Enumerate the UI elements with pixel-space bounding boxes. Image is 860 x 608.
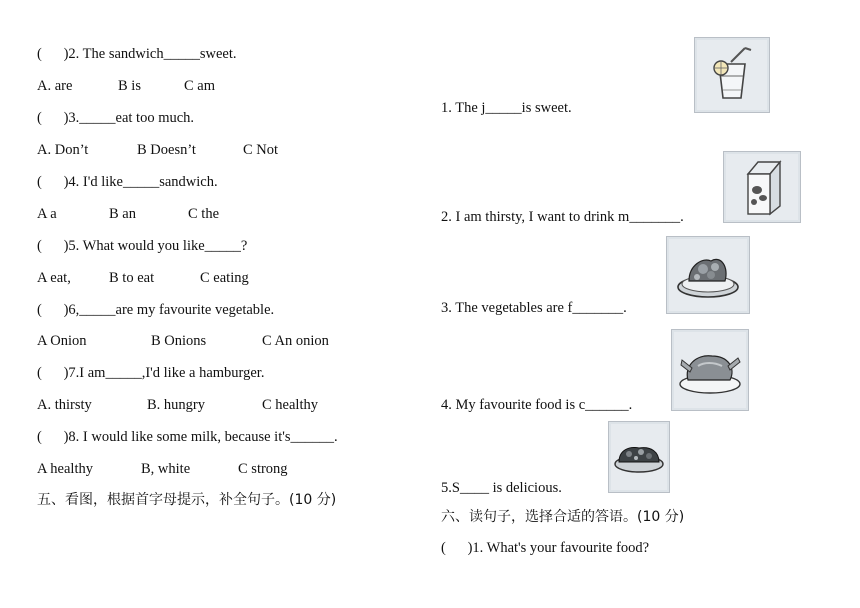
q3-option-b: B Doesn’t (137, 142, 196, 158)
question-2: ( )2. The sandwich_____sweet. (37, 46, 237, 62)
q7-option-b: B. hungry (147, 397, 205, 413)
salad-plate-picture-icon (608, 421, 670, 493)
question-8: ( )8. I would like some milk, because it's______. (37, 429, 338, 445)
question-5: ( )5. What would you like_____? (37, 238, 248, 254)
juice-picture-icon (694, 37, 770, 113)
q5-option-c: C eating (200, 270, 249, 286)
q8-option-c: C strong (238, 461, 288, 477)
question-3: ( )3._____eat too much. (37, 110, 195, 126)
q8-option-b: B, white (141, 461, 191, 477)
q6-option-a: A Onion (37, 333, 87, 349)
sentence-4: 4. My favourite food is c______. (441, 397, 633, 413)
roast-chicken-picture-icon (671, 329, 749, 411)
q2-option-c: C am (184, 78, 216, 94)
question-4: ( )4. I'd like_____sandwich. (37, 174, 218, 190)
q3-option-c: C Not (243, 142, 279, 158)
q4-option-c: C the (188, 206, 220, 222)
sentence-2: 2. I am thirsty, I want to drink m_______. (441, 209, 684, 225)
response-question-1: ( )1. What's your favourite food? (441, 540, 650, 556)
q3-option-a: A. Don’t (37, 142, 89, 158)
q6-option-c: C An onion (262, 333, 329, 349)
question-6: ( )6,_____are my favourite vegetable. (37, 302, 275, 318)
q4-option-a: A a (37, 206, 57, 222)
q2-option-b: B is (118, 78, 141, 94)
sentence-3: 3. The vegetables are f_______. (441, 300, 627, 316)
vegetables-plate-picture-icon (666, 236, 750, 314)
sentence-5: 5.S____ is delicious. (441, 480, 562, 496)
q2-option-a: A. are (37, 78, 73, 94)
q7-option-c: C healthy (262, 397, 318, 413)
q8-option-a: A healthy (37, 461, 93, 477)
sentence-1: 1. The j_____is sweet. (441, 100, 572, 116)
q6-option-b: B Onions (151, 333, 207, 349)
q5-option-b: B to eat (109, 270, 155, 286)
q7-option-a: A. thirsty (37, 397, 92, 413)
question-7: ( )7.I am_____,I'd like a hamburger. (37, 365, 265, 381)
milk-carton-picture-icon (723, 151, 801, 223)
q5-option-a: A eat, (37, 270, 71, 286)
q4-option-b: B an (109, 206, 136, 222)
section-5-heading: 五、看图，根据首字母提示，补全句子。(10 分) (37, 492, 337, 508)
section-6-heading: 六、读句子，选择合适的答语。(10 分) (441, 509, 685, 525)
